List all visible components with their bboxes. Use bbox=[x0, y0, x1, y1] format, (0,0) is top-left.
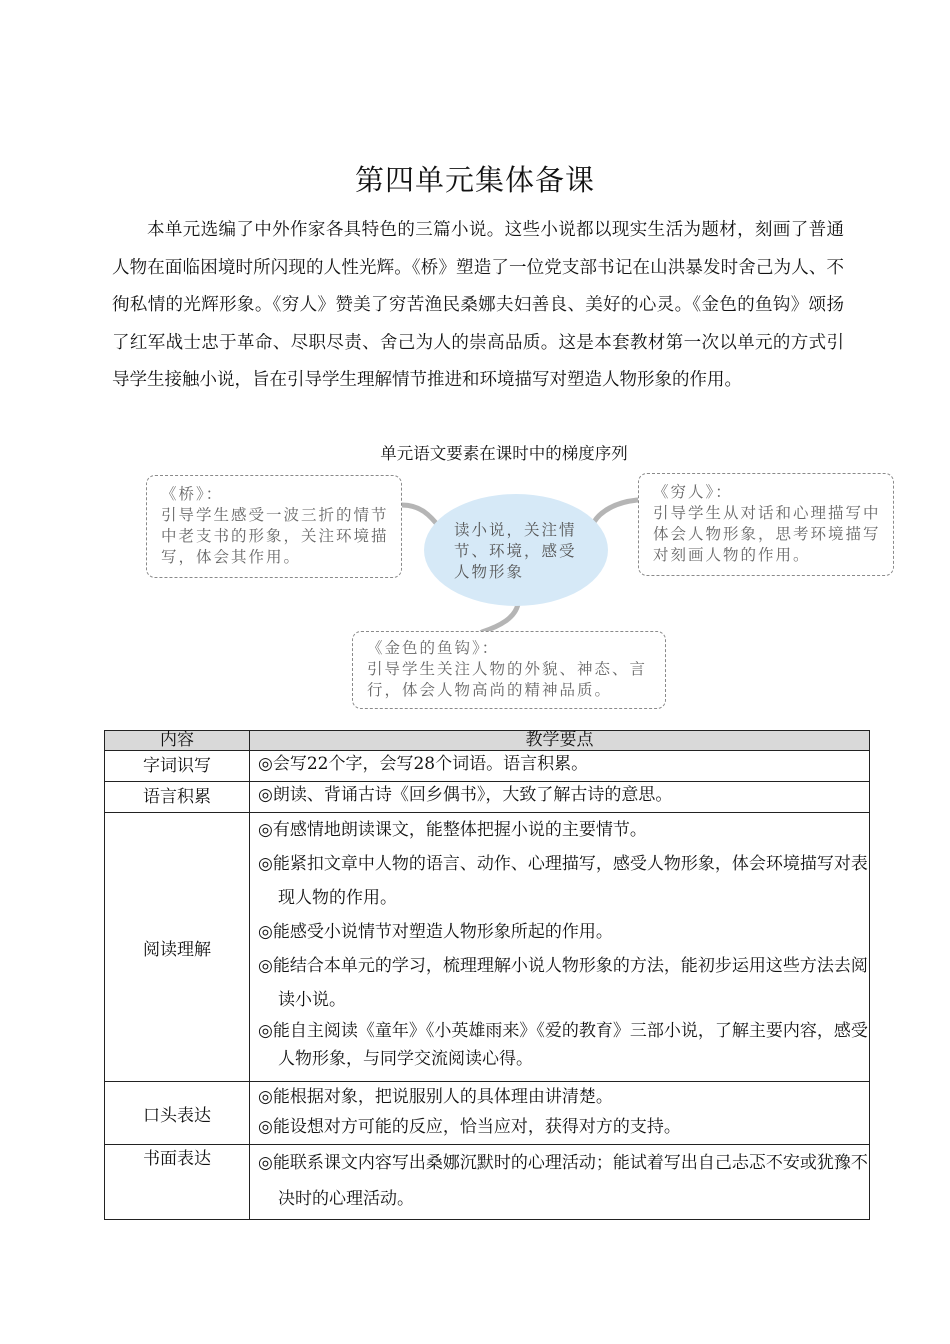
hook-text: 引导学生关注人物的外貌、神态、言行，体会人物高尚的精神品质。 bbox=[367, 660, 648, 699]
poor-text: 引导学生从对话和心理描写中体会人物形象，思考环境描写对刻画人物的作用。 bbox=[653, 504, 881, 564]
table-row bbox=[105, 751, 870, 782]
row-category: 语言积累 bbox=[105, 782, 250, 813]
bridge-lesson-box bbox=[146, 475, 402, 578]
table-row bbox=[105, 1145, 870, 1220]
point-item: ◎能自主阅读《童年》《小英雄雨来》《爱的教育》三部小说，了解主要内容，感受人物形象，与同学交流阅读心得。 bbox=[258, 1021, 868, 1069]
table-header-row bbox=[105, 731, 870, 751]
bridge-heading: 《桥》： bbox=[161, 485, 224, 503]
intro-paragraph: 本单元选编了中外作家各具特色的三篇小说。这些小说都以现实生活为题材，刻画了普通人物在面临困境时所闪现的人性光辉。《桥》塑造了一位党支部书记在山洪暴发时舍己为人、不徇私情的光辉形象。《穷人》赞美了穷苦渔民桑娜夫妇善良、美好的心灵。《金色的鱼钩》颂扬了红军战士忠于革命、尽职尽责、舍己为人的崇高品质。这是本套教材第一次以单元的方式引导学生接触小说，旨在引导学生理解情节推进和环境描写对塑造人物形象的作用。 bbox=[112, 220, 844, 390]
poor-heading: 《穷人》： bbox=[653, 483, 733, 501]
point-item: ◎朗读、背诵古诗《回乡偶书》，大致了解古诗的意思。 bbox=[258, 785, 673, 805]
diagram-title: 单元语文要素在课时中的梯度序列 bbox=[380, 444, 628, 463]
hook-lesson-box bbox=[352, 631, 666, 709]
point-item: ◎能根据对象，把说服别人的具体理由讲清楚。 bbox=[258, 1087, 613, 1107]
bridge-text: 引导学生感受一波三折的情节中老支书的形象，关注环境描写，体会其作用。 bbox=[161, 506, 389, 566]
row-points bbox=[250, 1145, 870, 1220]
row-points bbox=[250, 751, 870, 782]
row-category: 书面表达 bbox=[105, 1145, 250, 1220]
point-item: ◎能结合本单元的学习，梳理理解小说人物形象的方法，能初步运用这些方法去阅读小说。 bbox=[258, 956, 868, 1010]
point-item: ◎能联系课文内容写出桑娜沉默时的心理活动；能试着写出自己忐忑不安或犹豫不决时的心理活动。 bbox=[258, 1153, 868, 1209]
table-row bbox=[105, 813, 870, 1082]
poor-lesson-box bbox=[638, 473, 894, 576]
table-row bbox=[105, 1082, 870, 1145]
core-element-bubble: 读小说，关注情节、环境，感受人物形象 bbox=[424, 494, 608, 606]
row-category: 口头表达 bbox=[105, 1082, 250, 1145]
row-points bbox=[250, 782, 870, 813]
connector-poor bbox=[594, 500, 638, 522]
page-title: 第四单元集体备课 bbox=[354, 163, 595, 197]
row-category: 字词识写 bbox=[105, 751, 250, 782]
header-content: 内容 bbox=[105, 731, 250, 751]
row-category: 阅读理解 bbox=[105, 813, 250, 1082]
row-points bbox=[250, 813, 870, 1082]
header-teaching-points: 教学要点 bbox=[250, 731, 870, 751]
point-item: ◎能紧扣文章中人物的语言、动作、心理描写，感受人物形象，体会环境描写对表现人物的作用。 bbox=[258, 854, 868, 908]
teaching-points-table bbox=[104, 730, 870, 1220]
point-item: ◎有感情地朗读课文，能整体把握小说的主要情节。 bbox=[258, 820, 647, 840]
hook-heading: 《金色的鱼钩》： bbox=[367, 639, 500, 657]
table-row bbox=[105, 782, 870, 813]
point-item: ◎能感受小说情节对塑造人物形象所起的作用。 bbox=[258, 922, 613, 942]
row-points bbox=[250, 1082, 870, 1145]
point-item: ◎能设想对方可能的反应，恰当应对，获得对方的支持。 bbox=[258, 1117, 681, 1137]
connector-hook bbox=[482, 604, 518, 632]
point-item: ◎会写22个字，会写28个词语。语言积累。 bbox=[258, 754, 589, 774]
